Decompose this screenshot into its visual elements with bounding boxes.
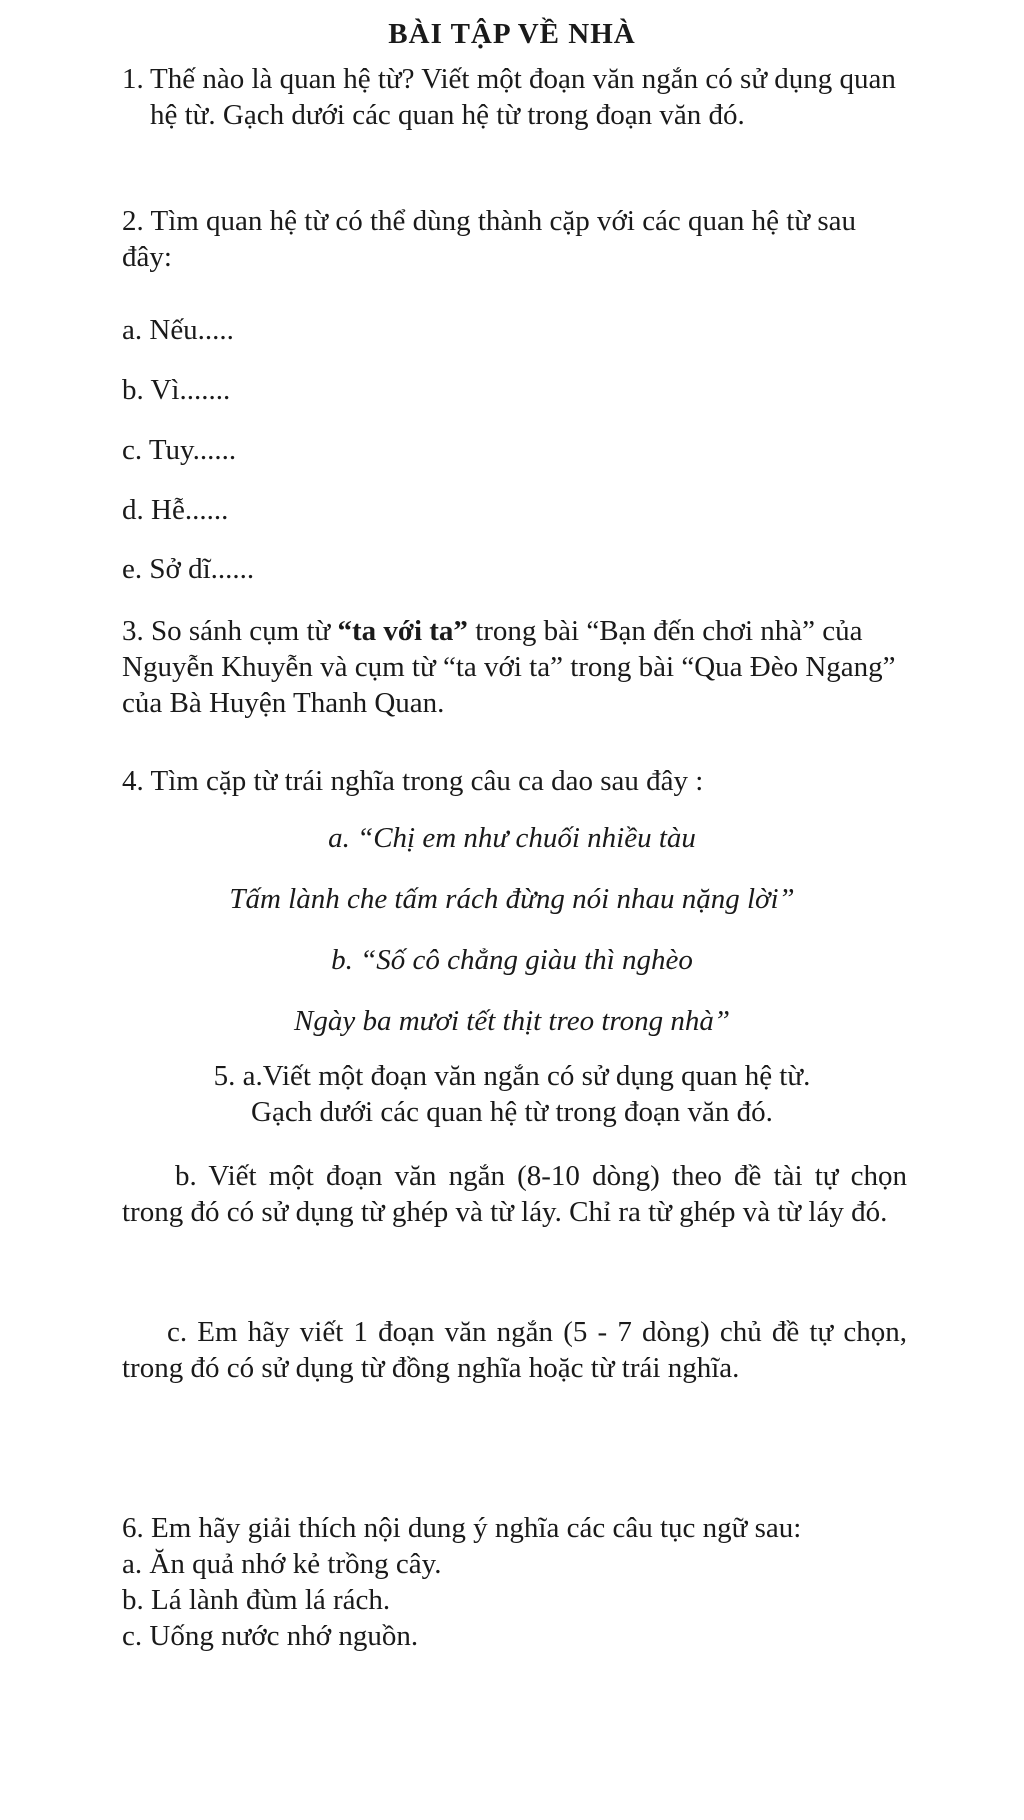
question-2: 2. Tìm quan hệ từ có thể dùng thành cặp với các quan hệ từ sau đây: [122, 205, 856, 273]
question-3-prefix: 3. So sánh cụm từ [122, 615, 338, 647]
question-2-item-c: c. Tuy...... [122, 434, 237, 466]
question-5a-line-2: Gạch dưới các quan hệ từ trong đoạn văn đó. [251, 1096, 773, 1128]
question-6-text: 6. Em hãy giải thích nội dung ý nghĩa các câu tục ngữ sau: [122, 1512, 802, 1544]
question-2-item-b: b. Vì....... [122, 374, 231, 406]
question-2-item-d: d. Hễ...... [122, 494, 229, 526]
poem-line-2: Tấm lành che tấm rách đừng nói nhau nặng lời” [229, 883, 795, 915]
question-3 [122, 613, 902, 721]
question-6 [122, 1510, 907, 1654]
question-3-suffix: trong bài “Bạn đến chơi nhà” của Nguyễn Khuyễn và cụm từ “ta với ta” trong bài “Qua Đèo Ngang” của Bà Huyện Thanh Quan. [122, 615, 896, 719]
question-5c: c. Em hãy viết 1 đoạn văn ngắn (5 - 7 dòng) chủ đề tự chọn, trong đó có sử dụng từ đồng nghĩa hoặc từ trái nghĩa. [122, 1316, 907, 1384]
question-1 [122, 61, 902, 133]
question-5b: b. Viết một đoạn văn ngắn (8-10 dòng) theo đề tài tự chọn trong đó có sử dụng từ ghép và từ láy. Chỉ ra từ ghép và từ láy đó. [122, 1160, 907, 1228]
question-6-item-a: a. Ăn quả nhớ kẻ trồng cây. [122, 1548, 442, 1580]
question-4: 4. Tìm cặp từ trái nghĩa trong câu ca dao sau đây : [122, 765, 704, 797]
question-1-number: 1. [122, 63, 144, 95]
question-2-item-e: e. Sở dĩ...... [122, 553, 255, 585]
poem-line-3: b. “Số cô chẳng giàu thì nghèo [331, 944, 693, 976]
poem-line-4: Ngày ba mươi tết thịt treo trong nhà” [294, 1005, 730, 1037]
question-5a-line-1: 5. a.Viết một đoạn văn ngắn có sử dụng quan hệ từ. [213, 1060, 811, 1092]
question-5a [0, 1058, 1024, 1130]
question-6-item-b: b. Lá lành đùm lá rách. [122, 1584, 391, 1616]
question-2-item-a: a. Nếu..... [122, 314, 234, 346]
page-title: BÀI TẬP VỀ NHÀ [388, 18, 636, 50]
question-3-bold-phrase: “ta với ta” [337, 615, 468, 647]
question-1-text: Thế nào là quan hệ từ? Viết một đoạn văn ngắn có sử dụng quan hệ từ. Gạch dưới các quan hệ từ trong đoạn văn đó. [150, 63, 896, 131]
poem-line-1: a. “Chị em như chuối nhiều tàu [328, 822, 696, 854]
question-6-item-c: c. Uống nước nhớ nguồn. [122, 1620, 419, 1652]
